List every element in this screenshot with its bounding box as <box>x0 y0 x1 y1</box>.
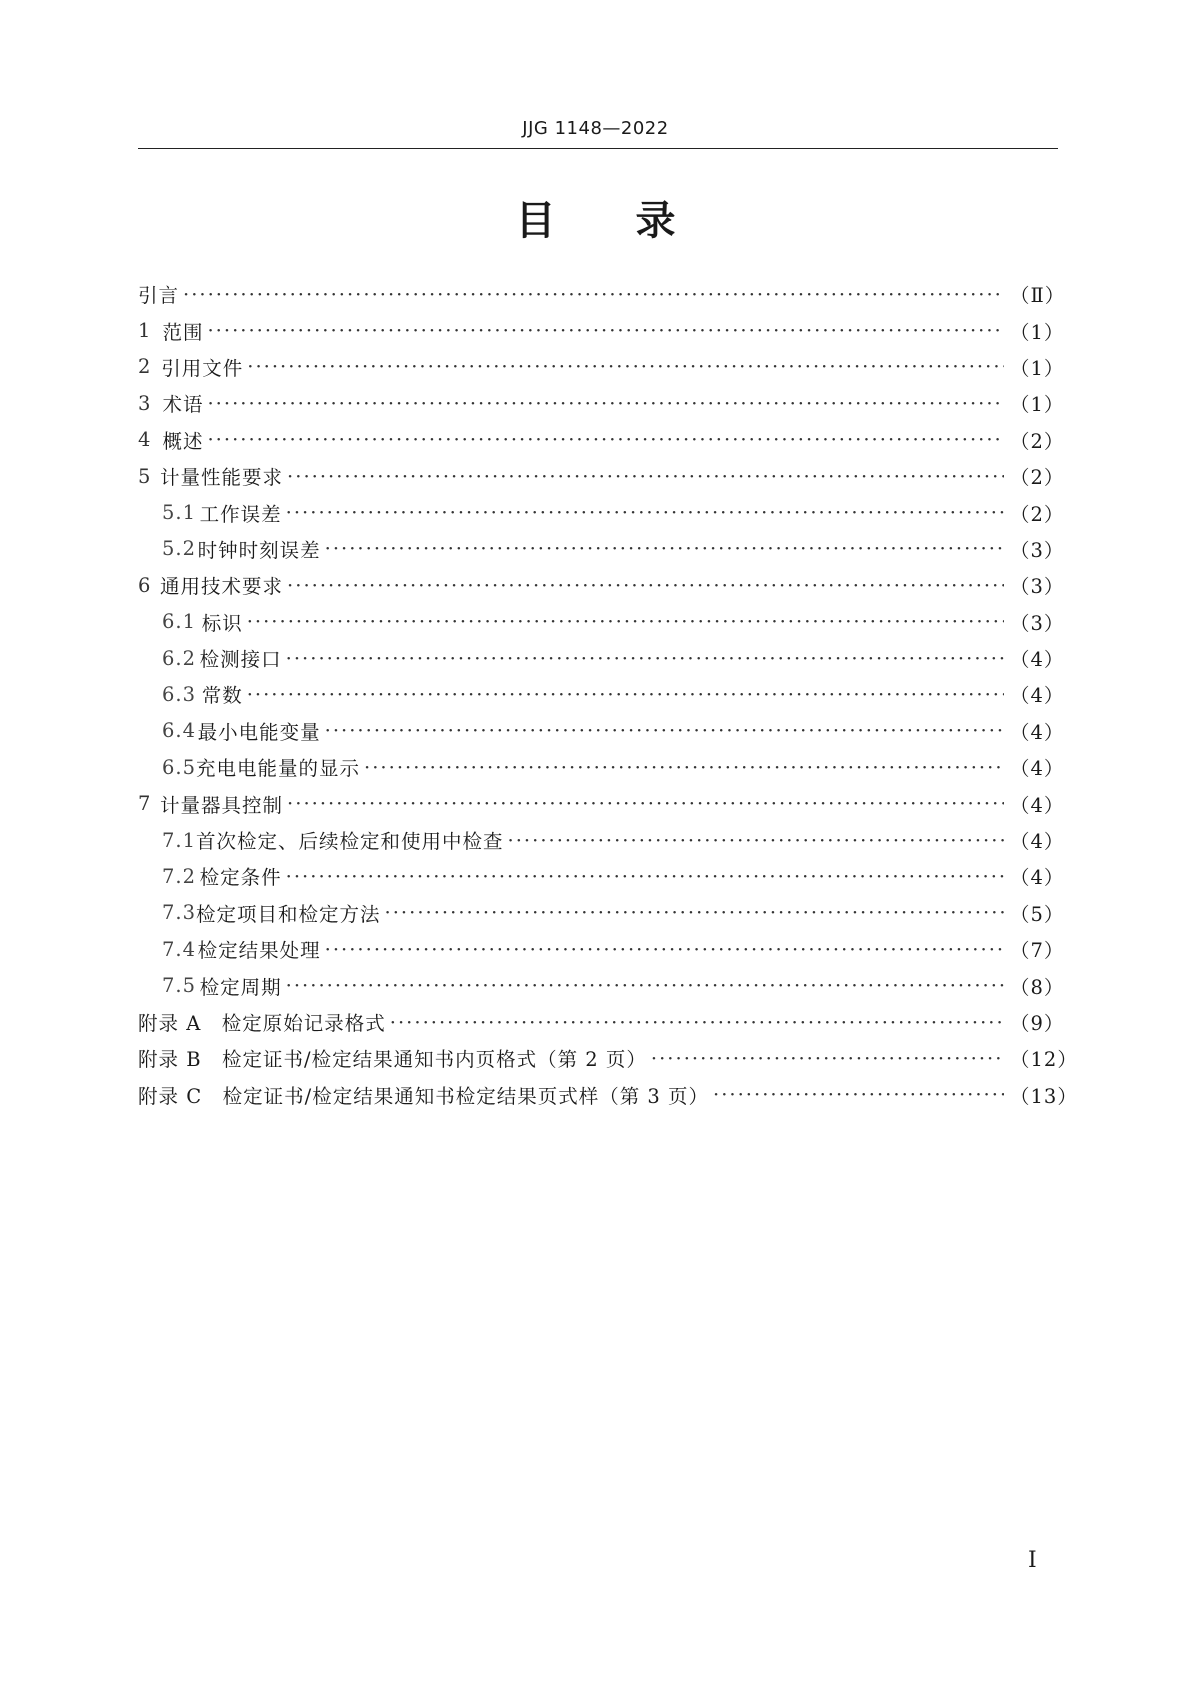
toc-entry-page: （2） <box>1010 429 1065 453</box>
toc-entry-page: （1） <box>1010 393 1065 417</box>
toc-entry-page: （4） <box>1010 757 1065 781</box>
toc-entry-number: 4 <box>138 428 152 452</box>
toc-entry-title: 检定条件 <box>199 866 282 890</box>
toc-entry-number: 6.1 <box>162 610 197 634</box>
toc-entry-number: 7.4 <box>162 937 197 961</box>
toc-entry-page: （4） <box>1010 648 1065 672</box>
toc-leader-dots <box>651 1047 1004 1070</box>
toc-leader-dots <box>286 501 1004 524</box>
toc-entry-page: （4） <box>1010 793 1065 817</box>
toc-entry-number: 5 <box>138 464 152 488</box>
toc-entry-number: 3 <box>138 391 152 415</box>
toc-leader-dots <box>390 1011 1004 1034</box>
toc-entry[interactable] <box>138 785 1065 821</box>
toc-entry[interactable] <box>138 967 1065 1003</box>
toc-entry-page: （7） <box>1010 939 1065 963</box>
toc-entry-page: （13） <box>1010 1084 1078 1108</box>
toc-leader-dots <box>325 938 1004 961</box>
toc-entry-title: 检定周期 <box>199 975 282 999</box>
toc-entry-number: 6 <box>138 573 152 597</box>
toc-entry[interactable] <box>138 494 1065 530</box>
toc-entry-page: （3） <box>1010 611 1065 635</box>
toc-entry-page: （3） <box>1010 538 1065 562</box>
header-rule <box>138 148 1058 149</box>
toc-entry[interactable] <box>138 1004 1065 1040</box>
table-of-contents <box>138 276 1078 1113</box>
toc-entry-title: 工作误差 <box>199 502 282 526</box>
toc-entry[interactable] <box>138 349 1065 385</box>
toc-entry[interactable] <box>138 895 1065 931</box>
toc-leader-dots <box>713 1083 1004 1106</box>
toc-entry-title: 首次检定、后续检定和使用中检查 <box>196 830 504 854</box>
toc-leader-dots <box>325 537 1004 560</box>
toc-leader-dots <box>286 647 1004 670</box>
toc-entry-title: 常数 <box>201 684 243 708</box>
toc-entry-title: 附录 A 检定原始记录格式 <box>138 1012 386 1035</box>
toc-entry-title: 术语 <box>162 393 204 417</box>
toc-entry-number: 7.2 <box>162 864 197 888</box>
toc-leader-dots <box>207 319 1004 342</box>
toc-entry-page: （5） <box>1010 902 1065 926</box>
toc-leader-dots <box>247 355 1004 378</box>
toc-entry-number: 5.2 <box>162 537 197 561</box>
toc-entry-number: 6.2 <box>162 646 197 670</box>
toc-entry[interactable] <box>138 749 1065 785</box>
toc-entry-title: 检测接口 <box>199 648 282 672</box>
document-code: JJG 1148—2022 <box>522 118 669 139</box>
toc-entry-page: （4） <box>1010 720 1065 744</box>
toc-leader-dots <box>364 756 1004 779</box>
toc-entry[interactable] <box>138 640 1065 676</box>
toc-entry[interactable] <box>138 385 1065 421</box>
toc-leader-dots <box>183 283 1004 306</box>
toc-entry-title: 概述 <box>162 429 204 453</box>
toc-entry-title: 计量性能要求 <box>160 466 284 490</box>
toc-entry[interactable] <box>138 1077 1078 1113</box>
toc-entry-page: （4） <box>1010 684 1065 708</box>
toc-entry[interactable] <box>138 604 1065 640</box>
toc-entry[interactable] <box>138 531 1065 567</box>
toc-entry[interactable] <box>138 858 1065 894</box>
toc-entry-number: 6.4 <box>162 719 197 743</box>
toc-title-char-1: 目 <box>515 198 556 244</box>
toc-leader-dots <box>287 792 1004 815</box>
toc-entry-page: （2） <box>1010 466 1065 490</box>
toc-entry-page: （4） <box>1010 830 1065 854</box>
toc-entry-title: 最小电能变量 <box>197 720 321 744</box>
toc-entry-number: 2 <box>138 355 152 379</box>
toc-entry-title: 标识 <box>201 611 243 635</box>
toc-entry[interactable] <box>138 931 1065 967</box>
toc-leader-dots <box>385 901 1004 924</box>
toc-entry-page: （12） <box>1010 1048 1078 1072</box>
toc-entry-title: 引言 <box>138 284 180 308</box>
page-number: Ⅰ <box>1028 1548 1037 1573</box>
toc-entry-page: （1） <box>1010 356 1065 380</box>
toc-entry-page: （9） <box>1010 1012 1065 1035</box>
toc-entry[interactable] <box>138 458 1065 494</box>
toc-entry[interactable] <box>138 676 1065 712</box>
toc-entry-page: （8） <box>1010 975 1065 999</box>
toc-entry[interactable] <box>138 567 1065 603</box>
toc-entry-number: 5.1 <box>162 501 197 525</box>
toc-entry-number: 7.3 <box>162 901 197 925</box>
toc-entry-title: 充电电能量的显示 <box>196 757 361 781</box>
toc-entry-title: 附录 B 检定证书/检定结果通知书内页格式（第 2 页） <box>138 1048 647 1072</box>
toc-entry[interactable] <box>138 422 1065 458</box>
toc-leader-dots <box>508 829 1004 852</box>
toc-entry-title: 计量器具控制 <box>160 793 284 817</box>
toc-entry-number: 7 <box>138 792 152 816</box>
toc-entry-page: （2） <box>1010 502 1065 526</box>
toc-title-char-2: 录 <box>635 198 676 244</box>
toc-leader-dots <box>207 428 1004 451</box>
toc-entry-page: （4） <box>1010 866 1065 890</box>
toc-leader-dots <box>325 719 1004 742</box>
toc-title <box>0 193 1191 249</box>
toc-entry[interactable] <box>138 312 1065 348</box>
toc-entry-number: 7.1 <box>162 828 197 852</box>
toc-leader-dots <box>286 865 1004 888</box>
toc-entry-title: 范围 <box>162 320 204 344</box>
toc-leader-dots <box>287 574 1004 597</box>
toc-entry[interactable] <box>138 713 1065 749</box>
toc-entry[interactable] <box>138 276 1066 312</box>
toc-entry-page: （Ⅱ） <box>1010 284 1066 308</box>
toc-entry-title: 引用文件 <box>161 356 244 380</box>
toc-entry-number: 6.5 <box>162 755 197 779</box>
toc-entry-title: 附录 C 检定证书/检定结果通知书检定结果页式样（第 3 页） <box>138 1084 709 1108</box>
toc-entry-number: 1 <box>138 319 152 343</box>
toc-entry-page: （1） <box>1010 320 1065 344</box>
toc-entry-title: 检定项目和检定方法 <box>196 902 381 926</box>
toc-entry-title: 时钟时刻误差 <box>197 538 321 562</box>
toc-entry-title: 检定结果处理 <box>197 939 321 963</box>
toc-leader-dots <box>207 392 1004 415</box>
toc-leader-dots <box>247 610 1004 633</box>
toc-leader-dots <box>287 465 1004 488</box>
toc-entry-page: （3） <box>1010 575 1065 599</box>
toc-leader-dots <box>286 974 1004 997</box>
toc-entry-number: 6.3 <box>162 682 197 706</box>
toc-entry[interactable] <box>138 1040 1078 1076</box>
toc-entry[interactable] <box>138 822 1065 858</box>
toc-leader-dots <box>247 683 1004 706</box>
toc-entry-title: 通用技术要求 <box>160 575 284 599</box>
toc-entry-number: 7.5 <box>162 974 197 998</box>
